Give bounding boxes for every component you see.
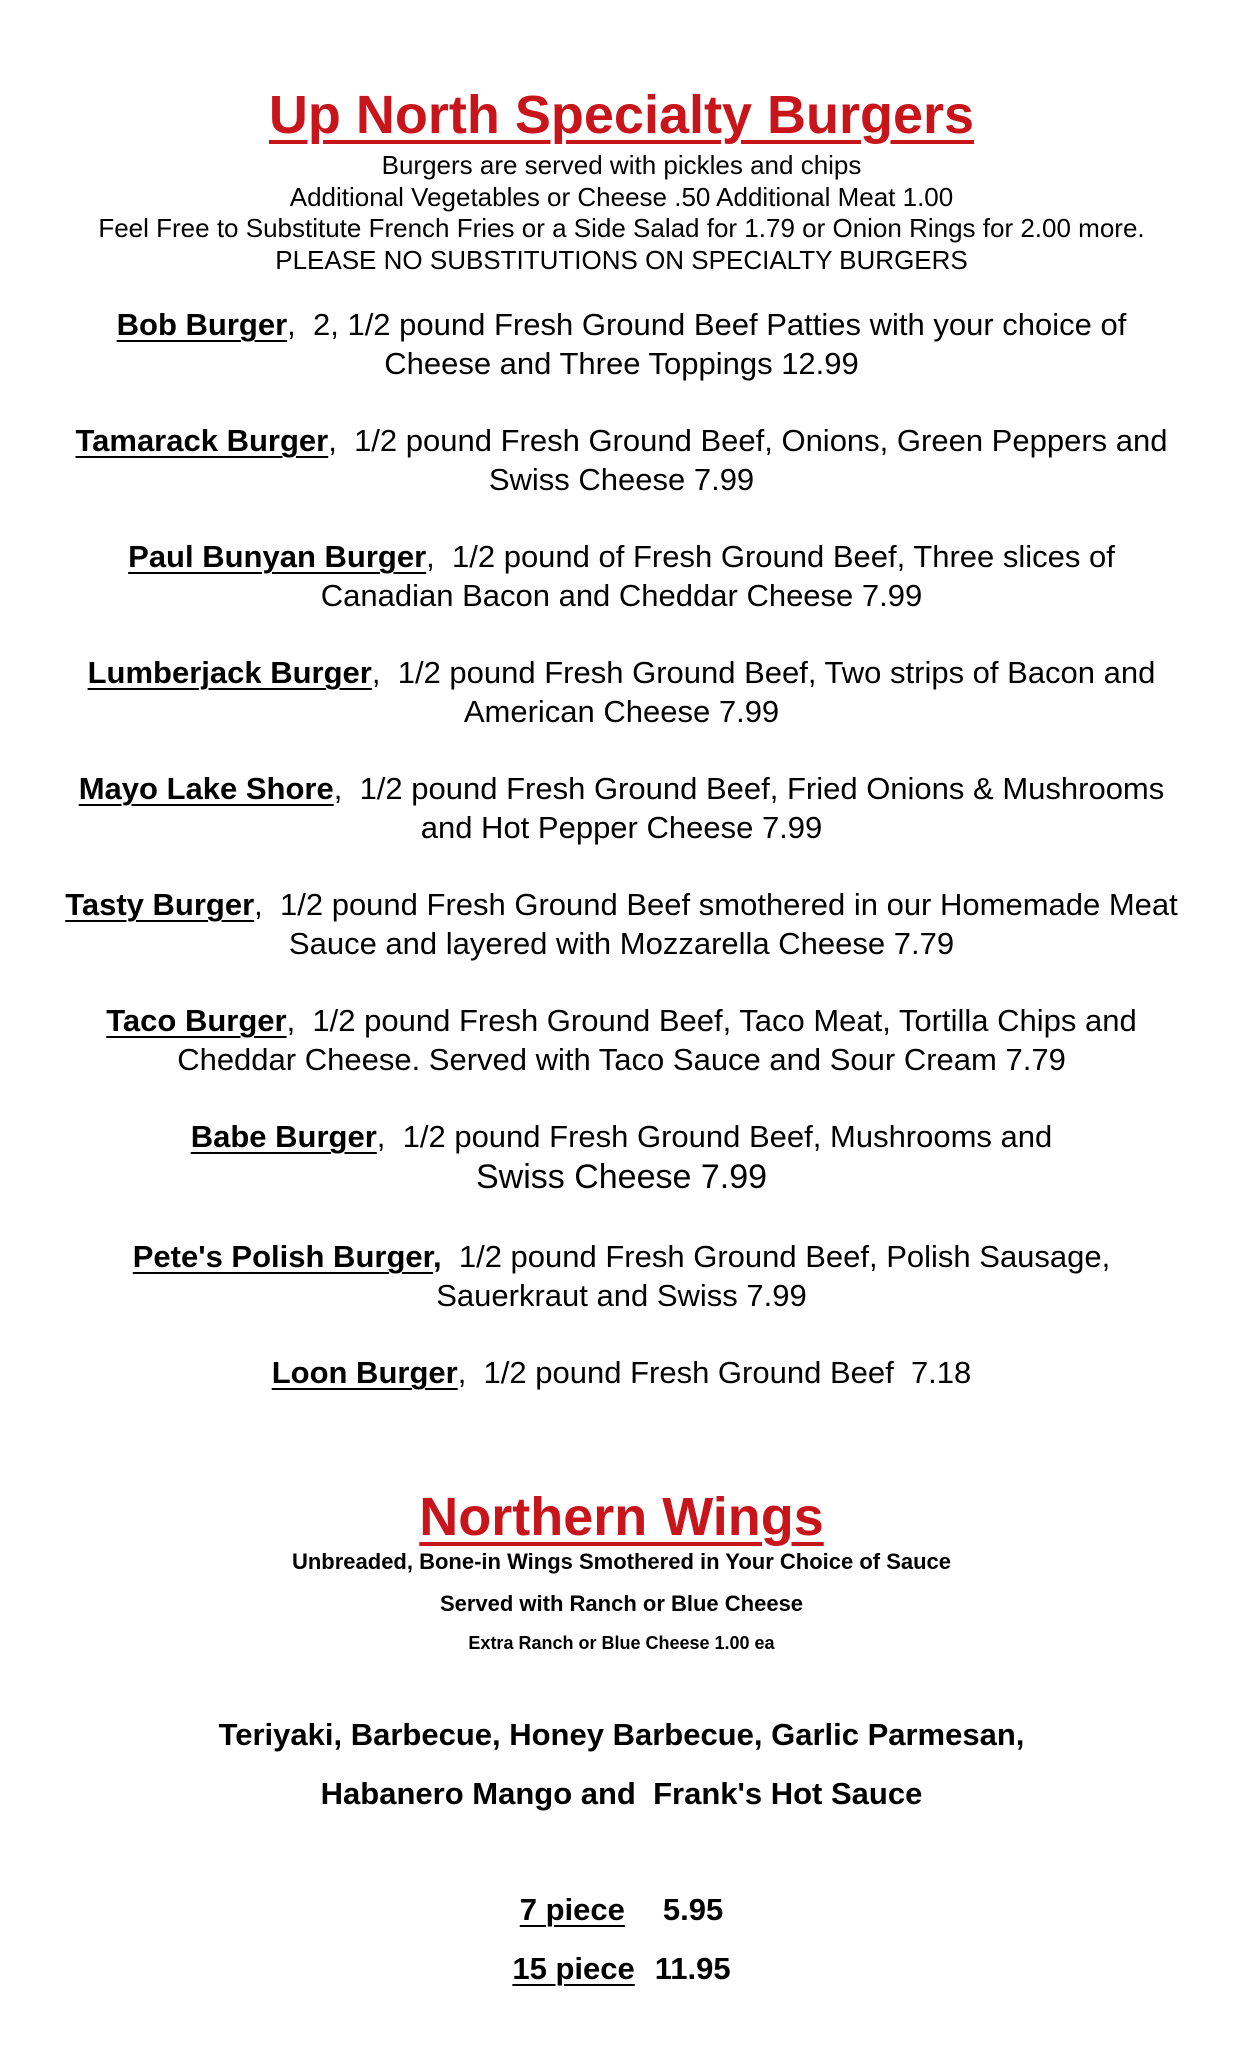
menu-item-tamarack-burger: Tamarack Burger, 1/2 pound Fresh Ground Beef, Onions, Green Peppers and Swiss Cheese 7.99 <box>10 421 1233 499</box>
menu-item-taco-burger: Taco Burger, 1/2 pound Fresh Ground Beef, Taco Meat, Tortilla Chips and Cheddar Cheese. Served with Taco Sauce and Sour Cream 7.79 <box>10 1001 1233 1079</box>
item-desc-line2: Canadian Bacon and Cheddar Cheese 7.99 <box>320 578 923 613</box>
burgers-note-1: Burgers are served with pickles and chips <box>381 150 862 180</box>
item-name: Tamarack Burger <box>75 423 329 458</box>
wings-price-row <box>0 1951 1243 1987</box>
wings-extra-dressing: Extra Ranch or Blue Cheese 1.00 ea <box>468 1633 775 1653</box>
item-desc-line1: 1/2 pound of Fresh Ground Beef, Three slices of <box>434 539 1115 574</box>
item-desc-line2: American Cheese 7.99 <box>463 694 780 729</box>
menu-item-paul-bunyan-burger: Paul Bunyan Burger, 1/2 pound of Fresh Ground Beef, Three slices of Canadian Bacon and Cheddar Cheese 7.99 <box>10 537 1233 615</box>
item-desc-line2: Cheese and Three Toppings 12.99 <box>384 346 859 381</box>
item-desc-line2: Sauce and layered with Mozzarella Cheese 7.79 <box>288 926 955 961</box>
menu-item-bob-burger: Bob Burger, 2, 1/2 pound Fresh Ground Beef Patties with your choice of Cheese and Three Toppings 12.99 <box>10 305 1233 383</box>
burgers-notes <box>0 150 1243 276</box>
item-name: Pete's Polish Burger <box>132 1239 433 1274</box>
item-desc-line1: 1/2 pound Fresh Ground Beef, Polish Sausage, <box>441 1239 1111 1274</box>
item-name: Bob Burger <box>116 307 288 342</box>
item-desc-line1: 1/2 pound Fresh Ground Beef smothered in our Homemade Meat <box>262 887 1178 922</box>
wings-qty: 15 piece <box>512 1951 635 1986</box>
item-desc-line2: Swiss Cheese 7.99 <box>475 1158 768 1196</box>
menu-item-loon-burger: Loon Burger, 1/2 pound Fresh Ground Beef 7.18 <box>271 1355 972 1390</box>
item-name: Mayo Lake Shore <box>78 771 334 806</box>
item-desc-line1: 1/2 pound Fresh Ground Beef, Two strips of Bacon and <box>380 655 1156 690</box>
item-name: Babe Burger <box>190 1119 377 1154</box>
item-desc-line1: 1/2 pound Fresh Ground Beef, Onions, Green Peppers and <box>336 423 1168 458</box>
wings-price: 5.95 <box>662 1892 724 1927</box>
item-desc-line1: 1/2 pound Fresh Ground Beef 7.18 <box>466 1355 972 1390</box>
menu-item-mayo-lake-shore: Mayo Lake Shore, 1/2 pound Fresh Ground Beef, Fried Onions & Mushrooms and Hot Pepper Cheese 7.99 <box>10 769 1233 847</box>
item-desc-line2: and Hot Pepper Cheese 7.99 <box>420 810 823 845</box>
burgers-note-3: Feel Free to Substitute French Fries or a Side Salad for 1.79 or Onion Rings for 2.00 more. <box>98 213 1145 243</box>
burgers-note-4: PLEASE NO SUBSTITUTIONS ON SPECIALTY BURGERS <box>275 244 968 275</box>
item-name: Paul Bunyan Burger <box>128 539 427 574</box>
item-name: Lumberjack Burger <box>87 655 372 690</box>
item-desc-line1: 1/2 pound Fresh Ground Beef, Mushrooms and <box>385 1119 1053 1154</box>
menu-item-tasty-burger: Tasty Burger, 1/2 pound Fresh Ground Beef smothered in our Homemade Meat Sauce and layered with Mozzarella Cheese 7.79 <box>10 885 1233 963</box>
item-desc-line2: Swiss Cheese 7.99 <box>488 462 755 497</box>
wings-sauces-line2: Habanero Mango and Frank's Hot Sauce <box>320 1776 923 1811</box>
item-name: Taco Burger <box>106 1003 287 1038</box>
wings-served-with: Served with Ranch or Blue Cheese <box>439 1591 804 1616</box>
item-desc-line1: 1/2 pound Fresh Ground Beef, Taco Meat, Tortilla Chips and <box>295 1003 1137 1038</box>
wings-description: Unbreaded, Bone-in Wings Smothered in Your Choice of Sauce <box>291 1549 952 1574</box>
menu-item-babe-burger: Babe Burger, 1/2 pound Fresh Ground Beef, Mushrooms and Swiss Cheese 7.99 <box>10 1117 1233 1199</box>
item-desc-line2: Cheddar Cheese. Served with Taco Sauce and Sour Cream 7.79 <box>177 1042 1066 1077</box>
burgers-note-2: Additional Vegetables or Cheese .50 Additional Meat 1.00 <box>289 181 954 212</box>
menu-item-petes-polish-burger: Pete's Polish Burger, 1/2 pound Fresh Ground Beef, Polish Sausage, Sauerkraut and Swiss 7.99 <box>10 1237 1233 1315</box>
item-desc-line1: 1/2 pound Fresh Ground Beef, Fried Onions & Mushrooms <box>342 771 1165 806</box>
menu-item-lumberjack-burger: Lumberjack Burger, 1/2 pound Fresh Ground Beef, Two strips of Bacon and American Cheese 7.99 <box>10 653 1233 731</box>
wings-qty: 7 piece <box>519 1892 625 1927</box>
item-name: Loon Burger <box>271 1355 458 1390</box>
burgers-section-title: Up North Specialty Burgers <box>268 85 975 145</box>
wings-price: 11.95 <box>654 1951 731 1986</box>
item-desc-line2: Sauerkraut and Swiss 7.99 <box>436 1278 807 1313</box>
wings-price-row <box>0 1892 1243 1928</box>
item-name: Tasty Burger <box>65 887 255 922</box>
wings-section-title: Northern Wings <box>419 1487 824 1547</box>
wings-sauces-line1: Teriyaki, Barbecue, Honey Barbecue, Garlic Parmesan, <box>218 1717 1025 1752</box>
item-desc-line1: 2, 1/2 pound Fresh Ground Beef Patties with your choice of <box>295 307 1127 342</box>
